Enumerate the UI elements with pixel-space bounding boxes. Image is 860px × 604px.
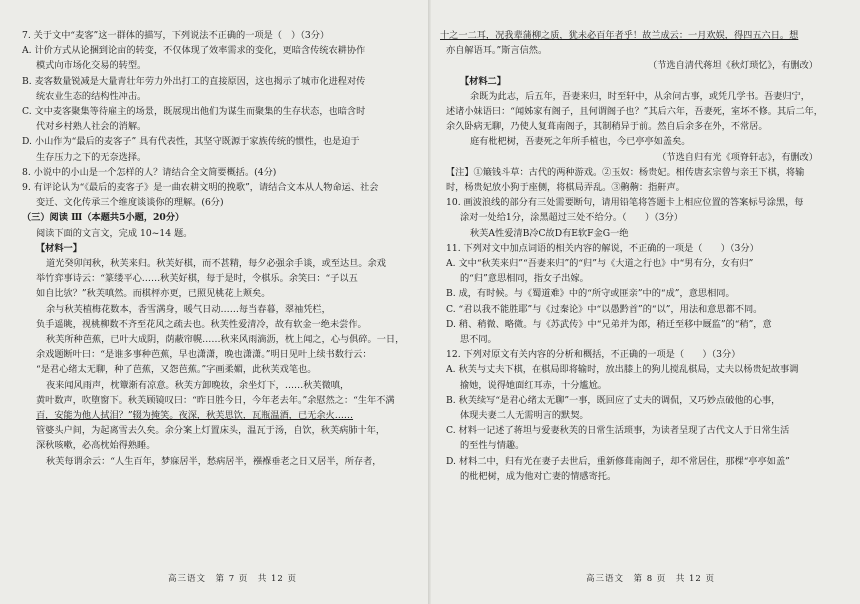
q7-option-c: C. 文中麦客聚集等待雇主的场景，既展现出他们为谋生而聚集的生存状态，也暗含时 (22, 106, 366, 118)
passage-line: 秋芙所种芭蕉，已叶大成阴，荫蔽帘幌……秋来风雨滴沥，枕上闻之，心与俱碎。一日， (46, 334, 405, 346)
passage-line: 夜来闻风雨声，枕簟渐有凉意。秋芙方卸晚妆，余坐灯下，……秋芙微嗔， (46, 379, 350, 391)
q7-option-b-cont: 统农业生态的结构性冲击。 (36, 90, 147, 102)
passage-line: 余久卧病无聊，乃使人复葺南阁子，其制稍异于前。然自后余多在外，不常居。 (446, 121, 768, 133)
passage-line: 余戏题断叶曰：“是谁多事种芭蕉，早也潇潇，晚也潇潇。”明日见叶上续书数行云： (36, 349, 372, 361)
q11-option-d-cont: 思不同。 (460, 334, 497, 346)
passage-line: 述诸小妹语曰：“闻姊家有阁子，且何谓阁子也？”其后六年，吾妻死，室坏不修。其后二年， (446, 106, 823, 118)
question-9: 9. 有评论认为“《最后的麦客子》是一曲农耕文明的挽歌”，请结合文本从人物命运、社会 (22, 182, 379, 194)
page-footer-left: 高三语文 第 7 页 共 12 页 (168, 574, 298, 584)
question-11: 11. 下列对文中加点词语的相关内容的解说，不正确的一项是（ ）（3分） (446, 242, 759, 254)
footnote: 【注】①簸钱斗草：古代的两种游戏。②玉奴：杨贵妃。相传唐玄宗曾与亲王下棋，将输 (446, 166, 805, 178)
q7-option-c-cont: 代对乡村熟人社会的消解。 (36, 121, 147, 133)
q12-option-d: D. 材料二中，归有光在妻子去世后，重新修葺南阁子，却不常居住，那棵“亭亭如盖” (446, 455, 790, 467)
material-one-heading: 【材料一】 (36, 242, 82, 254)
source-citation: （节选自清代蒋坦《秋灯琐忆》，有删改） (648, 60, 818, 72)
question-10-cont: 涂对一处给1分，涂黑超过三处不给分。（ ）（3分） (460, 212, 683, 224)
q12-option-b: B. 秋芙续写“是君心绪太无聊”一事，既回应了丈夫的调侃，又巧妙点破他的心事， (446, 394, 781, 406)
question-8: 8. 小说中的小山是一个怎样的人？请结合全文简要概括。(4分) (22, 166, 277, 178)
passage-line: 管婆头户间，为起离雪去久矣。余分案上灯置床头，温瓦于汤，自饮，秋芙病肺十年， (36, 425, 386, 437)
q11-option-a: A. 文中“秋芙来归”“吾妻来归”的“归”与《大道之行也》中“男有分，女有归” (446, 258, 754, 270)
q12-option-c: C. 材料一记述了蒋坦与爱妻秋芙的日常生活琐事，为读者呈现了古代文人于日常生活 (446, 425, 790, 437)
passage-line: 如自比欤？”秋芙嗔然。而棋枰亦更，已照见桃花上颊矣。 (36, 288, 271, 300)
section-heading: （三）阅读 Ⅲ（本题共5小题，20分） (22, 212, 185, 224)
passage-line: 秋芙每谓余云：“人生百年，梦寐居半，愁病居半，襁褓垂老之日又居半，所存者， (46, 455, 382, 467)
q7-option-d: D. 小山作为“最后的麦客子” 具有代表性，其坚守既源于家族传统的惯性，也是迫于 (22, 136, 360, 148)
passage-line: 黄叶数声，吹堕窗下。秋芙顾镜叹曰：“昨日胜今日，今年老去年。”余慰然之：“生年不满 (36, 394, 395, 406)
right-page (440, 28, 842, 484)
passage-line: 十之一二耳，况我辈蒲柳之质，犹未必百年者乎！故兰成云：一月欢娱，得四五六日。想 (440, 30, 799, 41)
question-12: 12. 下列对原文有关内容的分析和概括，不正确的一项是（ ）（3分） (446, 349, 741, 361)
passage-line: 亦自解语耳。”斯言信然。 (446, 45, 548, 57)
source-citation: （节选自归有光《项脊轩志》，有删改） (657, 151, 818, 163)
q12-option-d-cont: 的枇杷树，成为他对亡妻的情感寄托。 (460, 470, 617, 482)
material-two-heading: 【材料二】 (460, 75, 506, 87)
q12-option-c-cont: 的至性与情趣。 (460, 440, 525, 452)
question-7: 7. 关于文中“麦客”这一群体的描写，下列说法不正确的一项是（ ）（3分） (22, 30, 330, 41)
reading-instruction: 阅读下面的文言文，完成 10~14 题。 (36, 227, 193, 239)
question-10-text: 秋芙A性爱清B冷C故D有E软F金G一绝 (470, 227, 629, 239)
q11-option-b: B. 成，有时候。与《蜀道难》中的“所守或匪亲”中的“成”，意思相同。 (446, 288, 735, 300)
question-10: 10. 画波浪线的部分有三处需要断句，请用铅笔将答题卡上相应位置的答案标号涂黑，每 (446, 197, 804, 209)
q11-option-c: C. “君以我不能胜耶”与《过秦论》中“以愚黔首”的“以”，用法和意思都不同。 (446, 303, 763, 315)
passage-line: 负手遥眺，视桃柳数不齐至花风之疏去也。秋芙性爱清冷，故有软金一绝未尝作。 (36, 318, 367, 330)
passage-line: 庭有枇杷树，吾妻死之年所手植也，今已亭亭如盖矣。 (470, 136, 691, 148)
q12-option-b-cont: 体现夫妻二人无需明言的默契。 (460, 410, 589, 422)
q12-option-a-cont: 揄她，说得她面红耳赤，十分尴尬。 (460, 379, 607, 391)
passage-line: 道光癸卯闰秋，秋芙来归。秋芙好棋，而不甚精，每夕必强余手谈，或至达旦。余戏 (46, 258, 386, 270)
page-fold (428, 0, 431, 604)
passage-line: 举竹弈事诗云：“篆缕平心……秋芙好棋，每于是时，令棋乐。余笑曰：“子以五 (36, 273, 358, 285)
passage-line: “是君心绪太无聊，种了芭蕉，又怨芭蕉。”字画柔媚，此秋芙戏笔也。 (36, 364, 317, 376)
q11-option-a-cont: 的“归”意思相同，指女子出嫁。 (460, 273, 589, 285)
passage-line: 深秋咳嗽，必高枕始得熟睡。 (36, 440, 156, 452)
page-footer-right: 高三语文 第 8 页 共 12 页 (586, 574, 716, 584)
q7-option-d-cont: 生存压力之下的无奈选择。 (36, 151, 147, 163)
q7-option-a-cont: 模式向市场化交易的转型。 (36, 60, 147, 72)
left-page (16, 28, 422, 469)
passage-line: 余与秋芙植梅花数本，香雪满身，暖气日动……每当春暮，翠袖凭栏， (46, 303, 331, 315)
passage-line: 余既为此志，后五年，吾妻来归，时至轩中，从余问古事，或凭几学书。吾妻归宁， (470, 90, 810, 102)
footnote-cont: 时，杨贵妃放小狗于座侧，将棋局弄乱。③齁齁：指鼾声。 (446, 182, 685, 194)
q7-option-a: A. 计价方式从论捆到论亩的转变，不仅体现了效率需求的变化，更暗含传统农耕协作 (22, 45, 366, 57)
q12-option-a: A. 秋芙与丈夫下棋，在棋局即将输时，放出膝上的狗儿搅乱棋局，丈夫以杨贵妃故事调 (446, 364, 799, 376)
question-9-cont: 变迁、文化传承三个维度谈谈你的理解。(6分) (36, 197, 224, 209)
q11-option-d: D. 稍、稍微、略微。与《苏武传》中“兄弟并为郎，稍迁至移中厩监”的“稍”，意 (446, 318, 772, 330)
passage-line: 百，安能为他人拭泪？”辍为掩笑。夜深，秋芙思饮，瓦瓶温酒，已无余火…… (36, 410, 354, 422)
q7-option-b: B. 麦客数量锐减是大量青壮年劳力外出打工的直接原因，这也揭示了城市化进程对传 (22, 75, 366, 87)
